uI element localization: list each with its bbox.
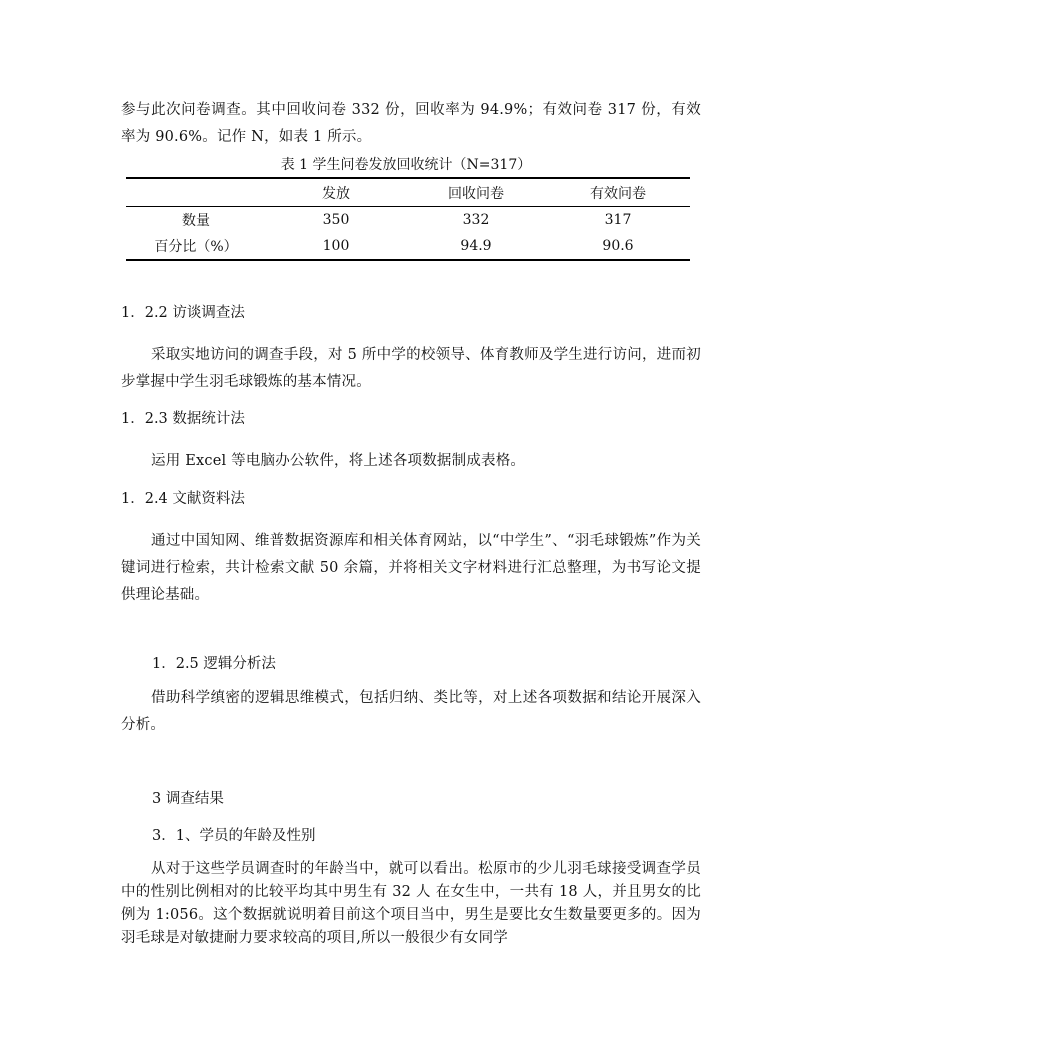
- table-header-cell: 有效问卷: [546, 178, 690, 207]
- table-row: [126, 207, 690, 234]
- table-header-row: [126, 178, 690, 207]
- section-body-122: 采取实地访问的调查手段，对 5 所中学的校领导、体育教师及学生进行访问，进而初步掌握中学生羽毛球锻炼的基本情况。: [121, 347, 701, 390]
- table-header-cell: 发放: [266, 178, 406, 207]
- table-row: [126, 233, 690, 260]
- section-heading-31: 3．1、学员的年龄及性别: [152, 828, 316, 844]
- section-heading-3: 3 调查结果: [152, 791, 224, 807]
- section-heading-123: 1．2.3 数据统计法: [121, 411, 245, 427]
- intro-paragraph: 参与此次问卷调查。其中回收问卷 332 份，回收率为 94.9%；有效问卷 317 份，有效率为 90.6%。记作 N，如表 1 所示。: [121, 102, 701, 145]
- section-heading-125: 1．2.5 逻辑分析法: [152, 656, 276, 672]
- table-caption: 表 1 学生问卷发放回收统计（N=317）: [280, 157, 532, 173]
- survey-table: [126, 177, 690, 261]
- table-cell: 百分比（%）: [126, 233, 266, 260]
- table-header-cell: [126, 178, 266, 207]
- table-cell: 90.6: [546, 233, 690, 260]
- section-body-125: 借助科学缜密的逻辑思维模式，包括归纳、类比等，对上述各项数据和结论开展深入分析。: [121, 690, 701, 733]
- table-cell: 317: [604, 212, 632, 228]
- section-body-124: 通过中国知网、维普数据资源库和相关体育网站，以“中学生”、“羽毛球锻炼”作为关键词进行检索，共计检索文献 50 余篇，并将相关文字材料进行汇总整理，为书写论文提供理论基础。: [121, 533, 701, 603]
- section-heading-124: 1．2.4 文献资料法: [121, 491, 245, 507]
- section-heading-122: 1．2.2 访谈调查法: [121, 305, 245, 321]
- table-cell: 100: [266, 233, 406, 260]
- table-cell: 数量: [182, 213, 210, 229]
- table-cell: 94.9: [406, 233, 546, 260]
- section-body-123: 运用 Excel 等电脑办公软件，将上述各项数据制成表格。: [151, 453, 526, 469]
- section-body-31: 从对于这些学员调查时的年龄当中，就可以看出。松原市的少儿羽毛球接受调查学员中的性别比例相对的比较平均其中男生有 32 人 在女生中，一共有 18 人，并且男女的比例为 1:056。这个数据就说明着目前这个项目当中，男生是要比女生数量要更多的。因为羽毛球是对敏捷耐力要求较高的项目,所以一般很少有女同学: [121, 861, 701, 946]
- table-header-cell: 回收问卷: [406, 178, 546, 207]
- table-cell: 332: [462, 212, 490, 228]
- table-cell: 350: [322, 212, 350, 228]
